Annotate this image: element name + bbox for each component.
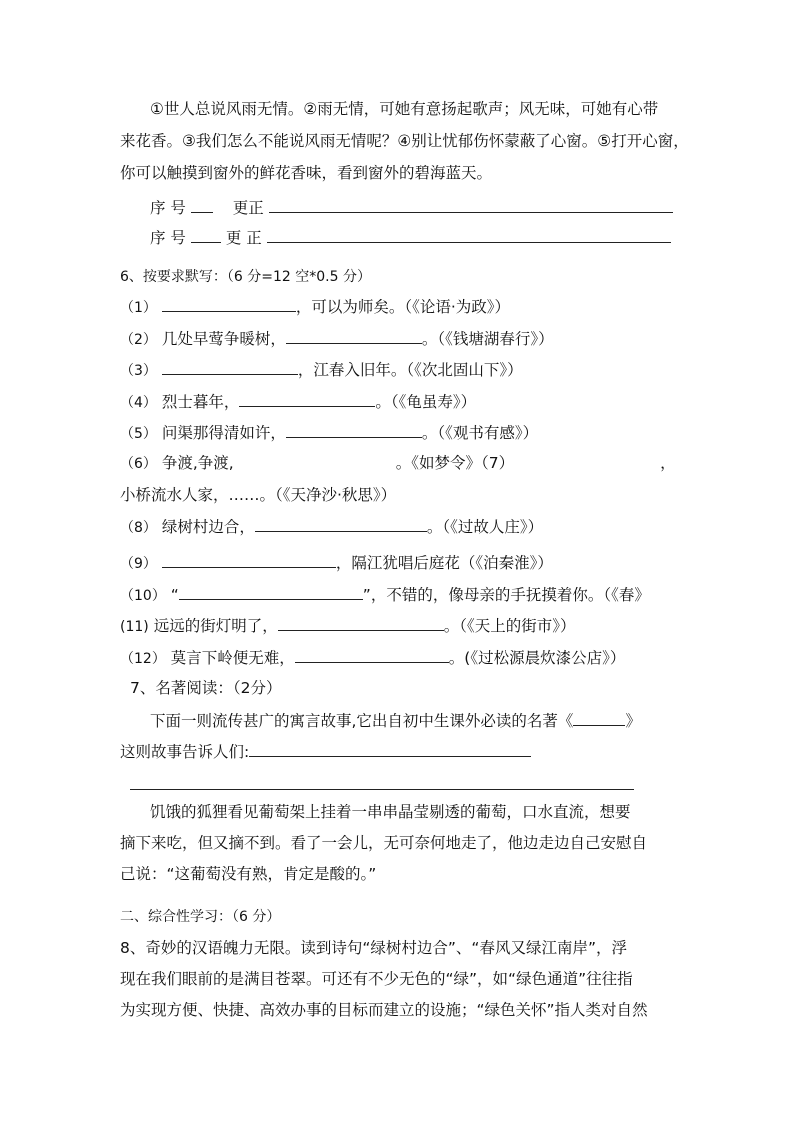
- answer-blank[interactable]: [162, 358, 298, 375]
- answer-blank[interactable]: [278, 614, 444, 631]
- story-line-3: 己说：“这葡萄没有熟，肯定是酸的。”: [120, 865, 377, 883]
- item-text: 烈士暮年，: [161, 393, 240, 411]
- item-text: 。（《钱塘湖春行》）: [421, 330, 554, 348]
- q7-line-1: [150, 709, 641, 732]
- q6-item-8: [120, 515, 543, 539]
- answer-blank[interactable]: [162, 295, 296, 312]
- item-text: ，: [660, 454, 676, 472]
- serial-blank[interactable]: [191, 196, 213, 213]
- passage-line-2: 来花香。③我们怎么不能说风雨无情呢？④别让忧郁伤怀蒙蔽了心窗。⑤打开心窗，: [120, 132, 689, 150]
- item-number: （6）: [120, 456, 157, 472]
- q6-item-2: [120, 327, 554, 351]
- correction-label: 更正: [232, 199, 264, 217]
- item-text: 绿树村边合，: [161, 518, 255, 536]
- q7-text: 下面一则流传甚广的寓言故事,它出自初中生课外必读的名著《: [150, 712, 574, 730]
- correction-blank[interactable]: [269, 196, 673, 213]
- passage-line-3: 你可以触摸到窗外的鲜花香味，看到窗外的碧海蓝天。: [120, 164, 493, 182]
- item-text: 远远的街灯明了，: [153, 617, 278, 635]
- item-number: （5）: [120, 426, 157, 442]
- q7-title: 7、名著阅读：（2分）: [130, 679, 282, 697]
- correction-row-1: [150, 196, 673, 219]
- item-text: 问渠那得清如许，: [161, 424, 286, 442]
- q7-line-2: [120, 740, 531, 763]
- q6-item-7-continued: 小桥流水人家，……。（《天净沙·秋思》）: [120, 486, 397, 504]
- item-text: 。《如梦令》: [395, 454, 481, 472]
- section-2-title: 二、综合性学习：（6 分）: [120, 909, 281, 925]
- answer-blank[interactable]: [295, 646, 449, 663]
- serial-label: 序 号: [150, 199, 186, 217]
- item-number: （10）: [120, 588, 166, 604]
- item-number: （3）: [120, 363, 157, 379]
- q7-text: 这则故事告诉人们:: [120, 743, 250, 761]
- item-text: 。（《龟虽寿》）: [375, 393, 477, 411]
- item-text: 。（《观书有感》）: [421, 424, 539, 442]
- item-number: （12）: [120, 651, 166, 667]
- answer-blank[interactable]: [286, 327, 422, 344]
- item-number: （8）: [120, 520, 157, 536]
- item-number: （9）: [120, 556, 157, 572]
- q6-item-1: [120, 295, 510, 319]
- q8-line-2: 现在我们眼前的是满目苍翠。可还有不少无色的“绿”，如“绿色通道”往往指: [120, 970, 633, 988]
- q6-item-3: [120, 358, 523, 382]
- q6-title: 6、按要求默写：（6 分=12 空*0.5 分）: [120, 269, 371, 285]
- serial-blank[interactable]: [191, 226, 221, 243]
- item-number: (11): [120, 619, 149, 635]
- item-text: ，江春入旧年。（《次北固山下》）: [297, 361, 523, 379]
- q7-text: 》: [625, 712, 641, 730]
- correction-blank[interactable]: [267, 226, 671, 243]
- item-text: 。(《过松源晨炊漆公店》）: [448, 649, 626, 667]
- lesson-blank[interactable]: [249, 740, 531, 757]
- q8-line-3: 为实现方便、快捷、高效办事的目标而建立的设施；“绿色关怀”指人类对自然: [120, 1001, 648, 1019]
- q6-item-10: [120, 583, 650, 607]
- item-text: 莫言下岭便无难，: [170, 649, 295, 667]
- item-text: “: [170, 586, 179, 604]
- item-number: （1）: [120, 300, 157, 316]
- item-text: 争渡,争渡,: [161, 454, 234, 472]
- answer-blank[interactable]: [179, 583, 363, 600]
- item-text: 。（《过故人庄》）: [426, 518, 544, 536]
- answer-blank[interactable]: [286, 421, 422, 438]
- correction-row-2: [150, 226, 671, 249]
- item-text: 。（《天上的街市》）: [443, 617, 576, 635]
- story-line-1: 饥饿的狐狸看见葡萄架上挂着一串串晶莹剔透的葡萄，口水直流，想要: [150, 803, 631, 821]
- correction-label: 更 正: [225, 229, 262, 247]
- item-text: 几处早莺争暖树，: [161, 330, 286, 348]
- q6-item-5: [120, 421, 538, 445]
- q6-item-11: [120, 614, 575, 638]
- answer-blank[interactable]: [239, 390, 375, 407]
- passage-line-1: ①世人总说风雨无情。②雨无情，可她有意扬起歌声；风无味，可她有心带: [150, 100, 659, 118]
- q6-item-12: [120, 646, 625, 670]
- book-title-blank[interactable]: [573, 709, 625, 726]
- story-line-2: 摘下来吃，但又摘不到。看了一会儿，无可奈何地走了，他边走边自己安慰自: [120, 834, 648, 852]
- answer-blank[interactable]: [255, 515, 427, 532]
- q6-item-9: [120, 551, 553, 575]
- q6-item-6-7: [120, 452, 676, 475]
- item-number: （7）: [480, 454, 515, 472]
- item-text: ，隔江犹唱后庭花（《泊秦淮》）: [335, 554, 553, 572]
- serial-label: 序 号: [150, 229, 186, 247]
- item-text: ”，不错的，像母亲的手抚摸着你。（《春》: [362, 586, 650, 604]
- q6-item-4: [120, 390, 476, 414]
- item-number: （2）: [120, 332, 157, 348]
- q8-line-1: 8、奇妙的汉语魄力无限。读到诗句“绿树村边合”、“春风又绿江南岸”，浮: [120, 939, 627, 957]
- item-text: ，可以为师矣。（《论语·为政》）: [295, 298, 511, 316]
- lesson-blank-line[interactable]: [130, 789, 634, 790]
- answer-blank[interactable]: [162, 551, 336, 568]
- item-number: （4）: [120, 395, 157, 411]
